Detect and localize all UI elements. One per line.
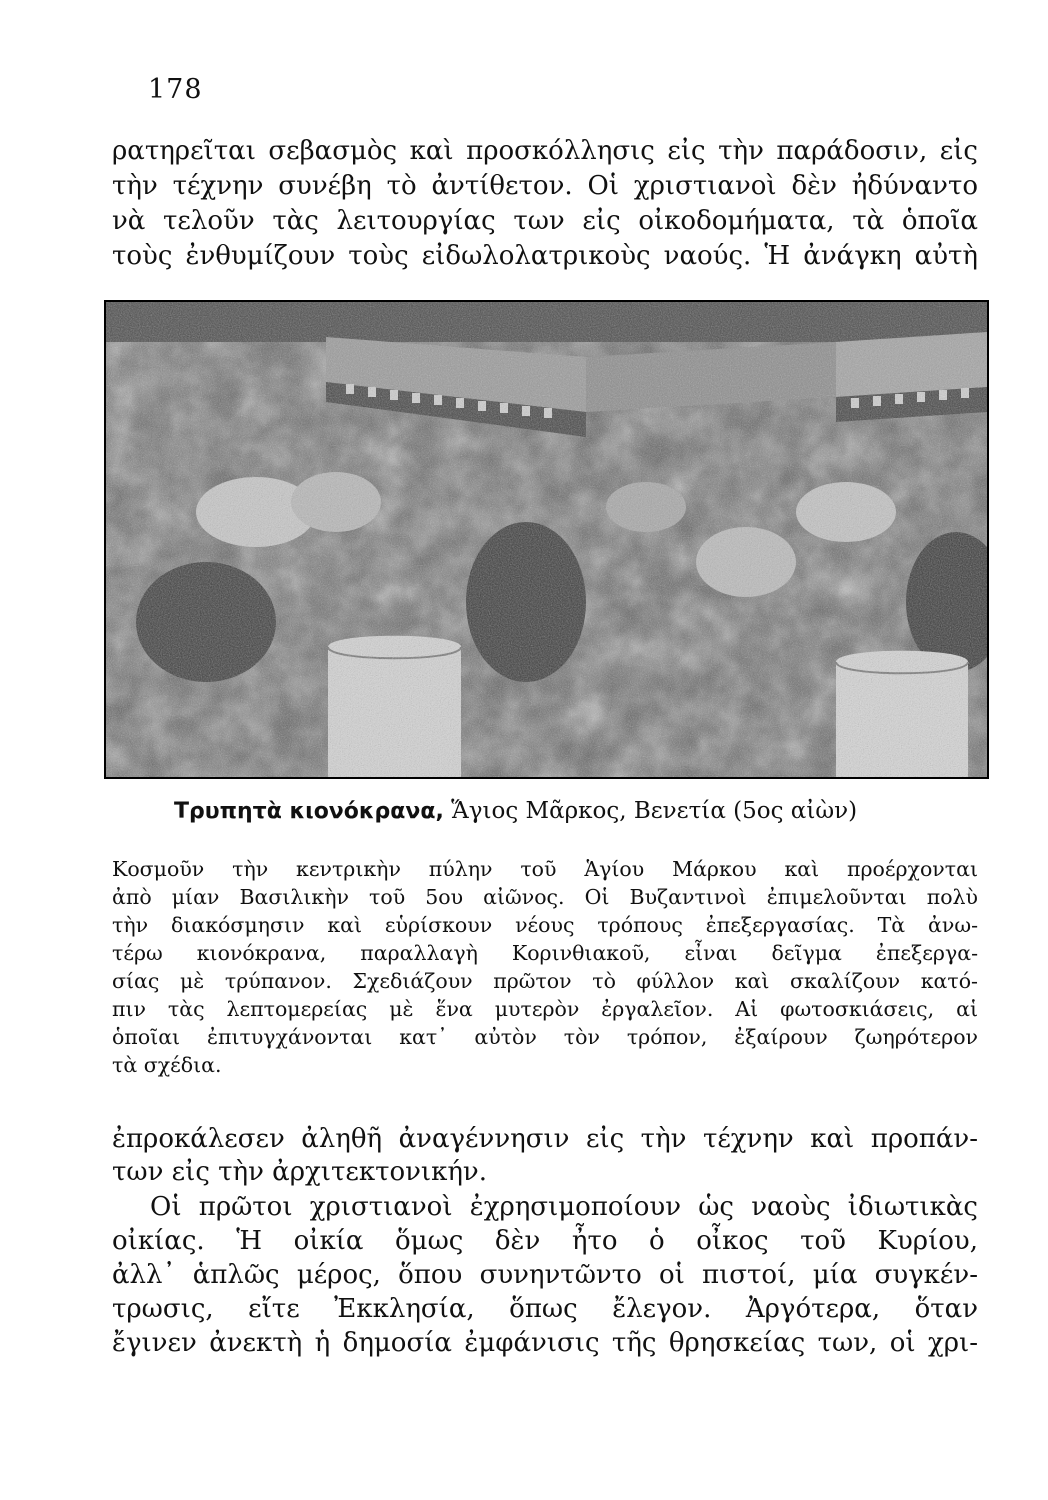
body-text-line: ρατηρεῖται σεβασμὸς καὶ προσκόλλησις εἰς τὴν παράδοσιν, εἰς — [112, 136, 978, 166]
body-text-line: ἔγινεν ἀνεκτὴ ἡ δημοσία ἐμφάνισις τῆς θρησκείας των, οἱ χρι- — [112, 1328, 978, 1358]
capitals-photograph — [104, 300, 989, 779]
body-text-line: οἰκίας. Ἡ οἰκία ὅμως δὲν ἦτο ὁ οἶκος τοῦ Κυρίου, — [112, 1226, 978, 1256]
body-text-line: τὴν τέχνην συνέβη τὸ ἀντίθετον. Οἱ χριστιανοὶ δὲν ἠδύναντο — [112, 171, 978, 201]
figure-caption — [174, 798, 934, 824]
body-text-line: ἐπροκάλεσεν ἀληθῆ ἀναγέννησιν εἰς τὴν τέχνην καὶ προπάν- — [112, 1124, 978, 1154]
body-text-line: νὰ τελοῦν τὰς λειτουργίας των εἰς οἰκοδομήματα, τὰ ὁποῖα — [112, 206, 978, 236]
body-text-line: τρωσις, εἴτε Ἐκκλησία, ὅπως ἔλεγον. Ἀργότερα, ὅταν — [112, 1294, 978, 1324]
figure-description-line: πιν τὰς λεπτομερείας μὲ ἕνα μυτερὸν ἐργαλεῖον. Αἱ φωτοσκιάσεις, αἱ — [112, 997, 978, 1021]
body-text-line: ἀλλ᾿ ἁπλῶς μέρος, ὅπου συνηντῶντο οἱ πιστοί, μία συγκέν- — [112, 1260, 978, 1290]
figure-caption-location: Ἅγιος Μᾶρκος, Βενετία (5ος αἰὼν) — [443, 798, 858, 824]
figure-description-line: τὴν διακόσμησιν καὶ εὑρίσκουν νέους τρόπους ἐπεξεργασίας. Τὰ ἀνω- — [112, 913, 978, 937]
capitals-photo-illustration — [106, 302, 987, 777]
figure-description-line: Κοσμοῦν τὴν κεντρικὴν πύλην τοῦ Ἁγίου Μάρκου καὶ προέρχονται — [112, 857, 978, 881]
body-text-line: Οἱ πρῶτοι χριστιανοὶ ἐχρησιμοποίουν ὡς ναοὺς ἰδιωτικὰς — [150, 1192, 978, 1222]
body-text-line: των εἰς τὴν ἀρχιτεκτονικήν. — [112, 1157, 488, 1187]
figure-description-line: τέρω κιονόκρανα, παραλλαγὴ Κορινθιακοῦ, εἶναι δεῖγμα ἐπεξεργα- — [112, 941, 978, 965]
body-text-line: τοὺς ἐνθυμίζουν τοὺς εἰδωλολατρικοὺς ναούς. Ἡ ἀνάγκη αὐτὴ — [112, 241, 978, 271]
figure-description-line: ἀπὸ μίαν Βασιλικὴν τοῦ 5ου αἰῶνος. Οἱ Βυζαντινοὶ ἐπιμελοῦνται πολὺ — [112, 885, 978, 909]
figure-description-line: τὰ σχέδια. — [112, 1053, 222, 1077]
figure-description-line: ὁποῖαι ἐπιτυγχάνονται κατ᾿ αὐτὸν τὸν τρόπον, ἐξαίρουν ζωηρότερον — [112, 1025, 978, 1049]
page-number: 178 — [148, 74, 203, 105]
figure-description-line: σίας μὲ τρύπανον. Σχεδιάζουν πρῶτον τὸ φύλλον καὶ σκαλίζουν κατό- — [112, 969, 978, 993]
figure-caption-title: Τρυπητὰ κιονόκρανα, — [174, 799, 444, 824]
